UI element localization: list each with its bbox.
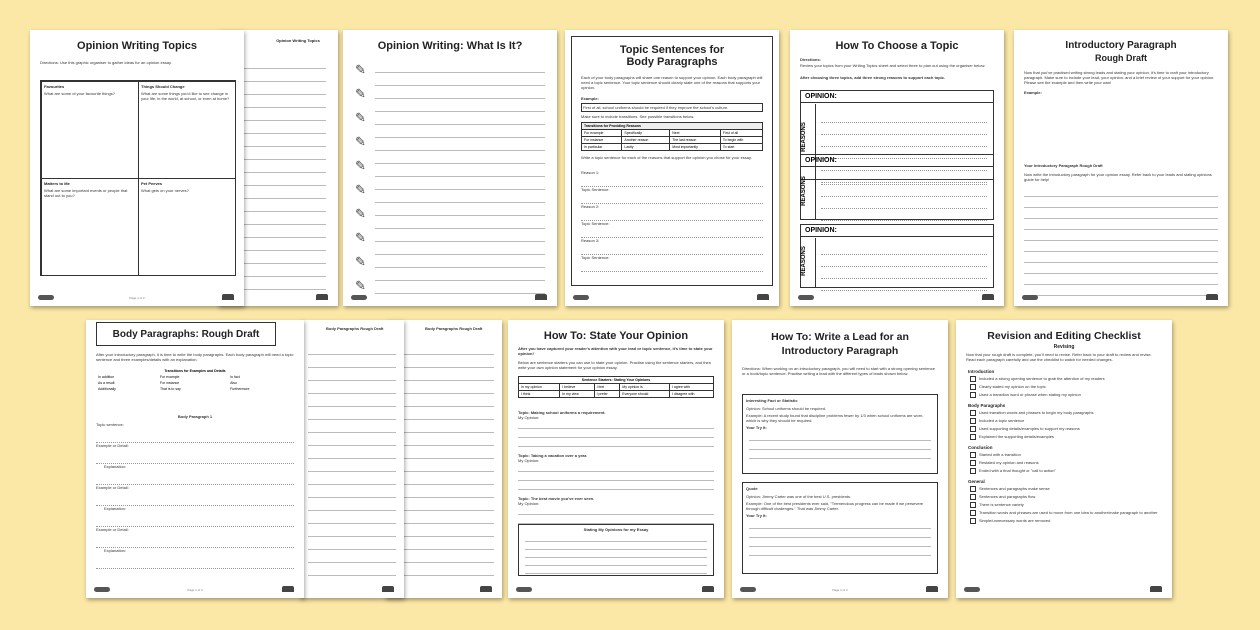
brand-icon: [480, 586, 492, 592]
sheet-subtitle: Revising: [1053, 344, 1075, 350]
pencil-icon: ✎: [355, 206, 366, 221]
grid-cell-matters-to-me: Matters to Me What are some important events or people that stand out to you?: [41, 178, 139, 276]
page-number: Page 1 of 3: [187, 588, 203, 592]
reason-lines: Reason 1: Topic Sentence: Reason 2: Topic Sentence: Reason 3: Topic Sentence:: [581, 170, 763, 272]
choose-topic-sheet: [790, 30, 1004, 306]
grid-cell-favourites: Favourites What are some of your favourite things?: [41, 81, 139, 179]
example-label: Example:: [581, 96, 599, 101]
page-number: Page 1 of 2: [832, 588, 848, 592]
reasons-column: REASONS: [801, 168, 816, 219]
sheet-title: Introductory Paragraph: [1065, 40, 1177, 51]
grid-cell-pet-peeves: Pet Peeves What gets on your nerves?: [138, 178, 236, 276]
brand-icon: [757, 294, 769, 300]
opinion-box-1: OPINION: REASONS: [800, 90, 994, 180]
opinion-box-3: OPINION: REASONS: [800, 224, 994, 288]
checkbox-item[interactable]: Used a transition word or phrase when stating my opinion: [970, 392, 1162, 398]
checkbox-item[interactable]: Explained the supporting details/examples: [970, 434, 1162, 440]
body-paragraphs-sheet: [86, 320, 304, 598]
after-note: After choosing three topics, add three strong reasons to support each topic.: [800, 75, 946, 80]
brand-icon: [702, 586, 714, 592]
brand-logo: [573, 295, 589, 300]
paragraph-lines: Topic sentence: Example or Detail: Explanation: Example or Detail: Explanation: Example or Detail: Explanation:: [96, 422, 294, 569]
example-label: Example:: [1024, 90, 1042, 95]
checkbox-item[interactable]: Included a strong opening sentence to grab the attention of my readers: [970, 376, 1162, 382]
pencil-icon: ✎: [355, 110, 366, 125]
checkbox-item[interactable]: Simple/unnecessary words are removed: [970, 518, 1162, 524]
pencil-icon: ✎: [355, 134, 366, 149]
my-opinions-box: Stating My Opinions for my Essay: [518, 524, 714, 576]
back-page-title: Opinion Writing Topics: [276, 38, 320, 43]
lead-box-fact: Interesting Fact or Statistic Opinion: School uniforms should be required. Example: A recent study found that discipline problems fewer by 1/3 when school uniforms are worn, which is why they should be required. Your Try It:: [742, 394, 938, 474]
what-is-it-sheet: [343, 30, 557, 306]
sentence-starters-table: Sentence Starters: Stating Your Opinions In my opinion I believe I feel My opinion is I agree with I think In my view I prefer Everyone should I disagree with: [518, 376, 714, 398]
body-paragraphs-back-page-2: Body Paragraphs Rough Draft: [385, 320, 502, 598]
draft-label: Your Introductory Paragraph Rough Draft: [1024, 163, 1103, 168]
pencil-icon: ✎: [355, 86, 366, 101]
checkbox-item[interactable]: Used supporting details/examples to support my reasons: [970, 426, 1162, 432]
body-paragraphs-back-page-1: Body Paragraphs Rough Draft: [300, 320, 404, 598]
checkbox-item[interactable]: Sentences and paragraphs make sense: [970, 486, 1162, 492]
brand-icon: [1150, 586, 1162, 592]
brand-icon: [382, 586, 394, 592]
checklist: Introduction Included a strong opening sentence to grab the attention of my readers Clearly stated my opinion on the topic Used a transition word or phrase when stating my opinion Body Paragraphs Used transition words and phrases to begin my body paragraphs Included a topic sentence Used supporting details/examples to support my reasons Explained the supporting details/examples Conclusion Started with a transition Restated my opinion and reasons Ended with a final thought or "call to action" General Sentences and paragraphs make sense Sentences and paragraphs flow There is sentence variety Transition words and phrases are used to move from one idea to another/make paragraph to another Simple/unnecessary words are removed: [956, 364, 1162, 526]
sheet-subtitle: Rough Draft: [1095, 53, 1147, 63]
brand-icon: [926, 586, 938, 592]
checkbox-item[interactable]: There is sentence variety: [970, 502, 1162, 508]
intro: After you have captured your reader's attention with your lead or topic sentence, it's time to state your opinion!: [518, 346, 713, 356]
topics-grid: [40, 80, 236, 276]
intro: Now that your rough draft is complete, you'll need to revise. Refer back to your draft to review and revise. Read each paragraph carefully and use the checklist to watch for needed changes.: [966, 352, 1152, 362]
brand-logo: [1022, 295, 1038, 300]
writing-lines: [244, 56, 326, 290]
lead-box-quote: Quote Opinion: Jimmy Carter was one of the best U.S. presidents. Example: One of the best presidents ever said, "Tremendous progress can be made if we persevere through difficult challenges." That was Jimmy Carter. Your Try It:: [742, 482, 938, 574]
note: Below are sentence starters you can use to state your opinion. Practise using the sentence starters, and then write your own opinion statement for your opinion essay.: [518, 360, 711, 370]
example-text: First of all, school uniforms should be required if they improve the school's culture.: [581, 103, 763, 112]
instructions: Now write the introductory paragraph for your opinion essay. Refer back to your leads and stating opinions guide for help!: [1024, 172, 1212, 182]
transitions-table: Transitions for Examples and Details In addition For example In fact As a result For instance Also Additionally That is to say Furthermore: [98, 369, 250, 391]
transition-note: Make sure to include transitions. See possible transitions below.: [581, 114, 695, 119]
brand-logo: [798, 295, 814, 300]
sheet-title: How To: State Your Opinion: [543, 330, 689, 342]
grid-cell-things-should-change: Things Should Change What are some things you'd like to see change in your life, in the world, at school, or even at home?: [138, 81, 236, 179]
checkbox-item[interactable]: Ended with a final thought or "call to action": [970, 468, 1162, 474]
sheet-title: Body Paragraphs: Rough Draft: [112, 329, 260, 340]
pencil-icon: ✎: [355, 62, 366, 77]
write-lead-sheet: [732, 320, 948, 598]
pencil-icon: ✎: [355, 254, 366, 269]
brand-icon: [222, 294, 234, 300]
transitions-table: Transitions for Providing Reasons For example Specifically Next First of all For instance Another reason The last reason To begin with In particular Lastly Most importantly To start: [581, 122, 763, 151]
brand-logo: [38, 295, 54, 300]
opinion-topics-sheet: [30, 30, 244, 306]
state-opinion-sheet: [508, 320, 724, 598]
sheet-title: How To Choose a Topic: [835, 40, 959, 52]
checkbox-item[interactable]: Included a topic sentence: [970, 418, 1162, 424]
checkbox-item[interactable]: Started with a transition: [970, 452, 1162, 458]
checkbox-item[interactable]: Restated my opinion and reasons: [970, 460, 1162, 466]
directions: Review your topics from your Writing Topics sheet and select three to plan out using the organiser below.: [800, 63, 986, 68]
paragraph-label: Body Paragraph 1: [177, 414, 213, 419]
brand-icon: [982, 294, 994, 300]
checkbox-item[interactable]: Clearly stated my opinion on the topic: [970, 384, 1162, 390]
directions: Directions: When working on an introductory paragraph, you will need to start with a strong opening sentence or a hook/topic sentence. Practise writing a lead with the different types of leads shown below.: [742, 366, 935, 376]
brand-logo: [964, 587, 980, 592]
writing-lines: [375, 60, 545, 306]
pencil-icon: ✎: [355, 278, 366, 293]
sheet-title: Opinion Writing: What Is It?: [377, 40, 523, 52]
reasons-column: REASONS: [801, 104, 816, 179]
sheet-title: Opinion Writing Topics: [77, 40, 197, 52]
reasons-column: REASONS: [801, 238, 816, 287]
pencil-icon: ✎: [355, 182, 366, 197]
checkbox-item[interactable]: Used transition words and phrases to begin my body paragraphs: [970, 410, 1162, 416]
opinion-topics: Topic: Making school uniforms a requirement. My Opinion: Topic: Taking a vacation over a year. My Opinion: Topic: The best movie you've ever seen. My Opinion:: [518, 410, 714, 524]
directions: Directions: Use this graphic organiser to gather ideas for an opinion essay.: [40, 60, 172, 65]
brand-icon: [1206, 294, 1218, 300]
brand-icon: [316, 294, 328, 300]
sheet-title: Revision and Editing Checklist: [987, 330, 1141, 342]
brand-logo: [94, 587, 110, 592]
page-number: Page 1 of 2: [129, 296, 145, 300]
sheet-title: How To: Write a Lead for an Introductory Paragraph: [771, 331, 909, 357]
brand-logo: [740, 587, 756, 592]
directions-label: Directions:: [800, 57, 821, 62]
brand-logo: [516, 587, 532, 592]
checkbox-item[interactable]: Transition words and phrases are used to move from one idea to another/make paragraph to another: [970, 510, 1162, 516]
sheet-title: Topic Sentences for Body Paragraphs: [619, 44, 725, 68]
brand-logo: [351, 295, 367, 300]
pencil-icon: ✎: [355, 230, 366, 245]
topic-sentences-sheet: [565, 30, 779, 306]
brand-icon: [535, 294, 547, 300]
checkbox-item[interactable]: Sentences and paragraphs flow: [970, 494, 1162, 500]
pencil-icon: ✎: [355, 158, 366, 173]
brand-icon: [282, 586, 294, 592]
intro-paragraph-sheet: [1014, 30, 1228, 306]
intro-text: Now that you've practised writing strong leads and stating your opinion, it's time to craft your introductory paragraph. Make sure to include your lead, your opinion, and a brief review of your support for your opinion. Please see the example and then write your own!: [1024, 70, 1215, 85]
intro: After your introductory paragraph, it is time to write the body paragraphs. Each body paragraph will need a topic sentence and three examples/details with an explanation.: [96, 352, 294, 362]
revision-checklist-sheet: [956, 320, 1172, 598]
opinion-box-2: OPINION: REASONS: [800, 154, 994, 220]
intro: Each of your body paragraphs will share one reason to support your opinion. Each body paragraph will need a topic sentence. Your topic sentence should clearly state one of the reasons that supports your opinion.: [581, 75, 763, 90]
write-note: Write a topic sentence for each of the reasons that support the opinion you chose for your essay.: [581, 155, 752, 160]
writing-lines: [1024, 186, 1218, 306]
